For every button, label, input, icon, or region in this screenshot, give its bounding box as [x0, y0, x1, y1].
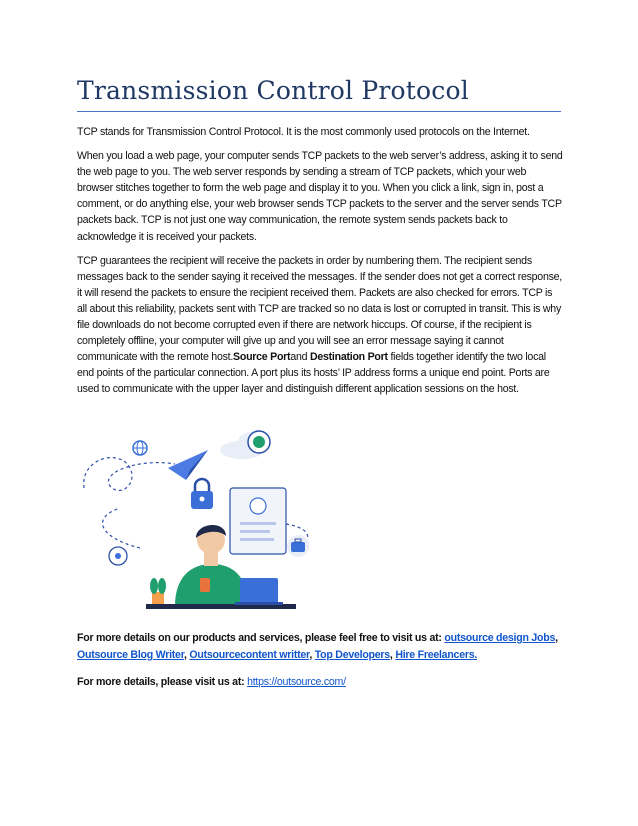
footer-line-site — [77, 674, 563, 691]
and-word: and — [290, 351, 308, 364]
paragraph-reliability-text: TCP guarantees the recipient will receive the packets in order by numbering them. The recipient sends messages back to the sender saying it received the messages. If the sender does not get a correct response, it will resend the packets to ensure the recipient received them. Packets are also checked for errors. TCP is all about this reliability, packets sent with TCP are tracked so no data is lost or corrupted in transit. This is why file downloads do not become corrupted even if there are network hiccups. Of course, if the recipient is completely offline, your computer will give up and you will see an error message saying it cannot communicate with the remote host. — [77, 254, 562, 364]
footer-site-prefix: For more details, please visit us at: — [77, 676, 245, 688]
globe-icon — [133, 441, 147, 455]
footer-services-prefix: For more details on our products and services, please feel free to visit us at: — [77, 632, 442, 644]
footer-line-services: For more details on our products and services, please feel free to visit us at: outsource design Jobs, Outsource Blog Writer, Outsourcecontent writter, Top Developers, Hire Freelancers. — [77, 632, 558, 661]
paper-plane-icon — [168, 450, 208, 480]
footer-links — [77, 630, 563, 701]
link-outsource-site[interactable]: https://outsource.com/ — [247, 676, 346, 688]
link-top-developers[interactable]: Top Developers — [314, 649, 390, 661]
briefcase-icon — [287, 535, 309, 557]
paragraph-web-page: When you load a web page, your computer sends TCP packets to the web server’s address, asking it to send the web page to you. The web server responds by sending a stream of TCP packets, which your web browser stitches together to form the web page and display it to you. When you click a link, sign in, post a comment, or do anything else, your web browser sends TCP packets to the server and the server sends TCP packets back. TCP is not just one way communication, the remote system sends packets back to acknowledge it is received your packets. — [77, 150, 563, 243]
paragraph-reliability — [77, 253, 563, 398]
padlock-icon — [191, 479, 213, 509]
link-outsource-blog-writer[interactable]: Outsource Blog Writer — [77, 649, 184, 661]
paragraph-ports-text: fields together identify the two local end points of the particular connection. A port plus its hosts’ IP address forms a unique end point. Ports are used to communicate with the upper layer and distinguish different application sessions on the host. — [77, 351, 550, 396]
title-divider — [77, 111, 561, 112]
dashed-path — [84, 458, 175, 491]
dashed-path-2 — [103, 508, 140, 548]
destination-port-term: Destination Port — [309, 351, 388, 364]
link-outsource-content-writer[interactable]: Outsourcecontent writter — [189, 649, 310, 661]
network-security-illustration — [80, 428, 340, 618]
gear-icon — [109, 547, 127, 565]
source-port-term: Source Port — [233, 351, 291, 364]
document-panel — [230, 488, 286, 554]
laptop-icon — [235, 578, 283, 605]
security-badge-icon — [248, 431, 270, 453]
link-hire-freelancers[interactable]: Hire Freelancers. — [395, 649, 478, 661]
plant-icon — [150, 578, 166, 604]
paragraph-intro: TCP stands for Transmission Control Protocol. It is the most commonly used protocols on the Internet. — [77, 126, 530, 138]
article-body — [77, 124, 563, 406]
link-outsource-design-jobs[interactable]: outsource design Jobs — [444, 632, 556, 644]
page-title: Transmission Control Protocol — [77, 76, 469, 105]
